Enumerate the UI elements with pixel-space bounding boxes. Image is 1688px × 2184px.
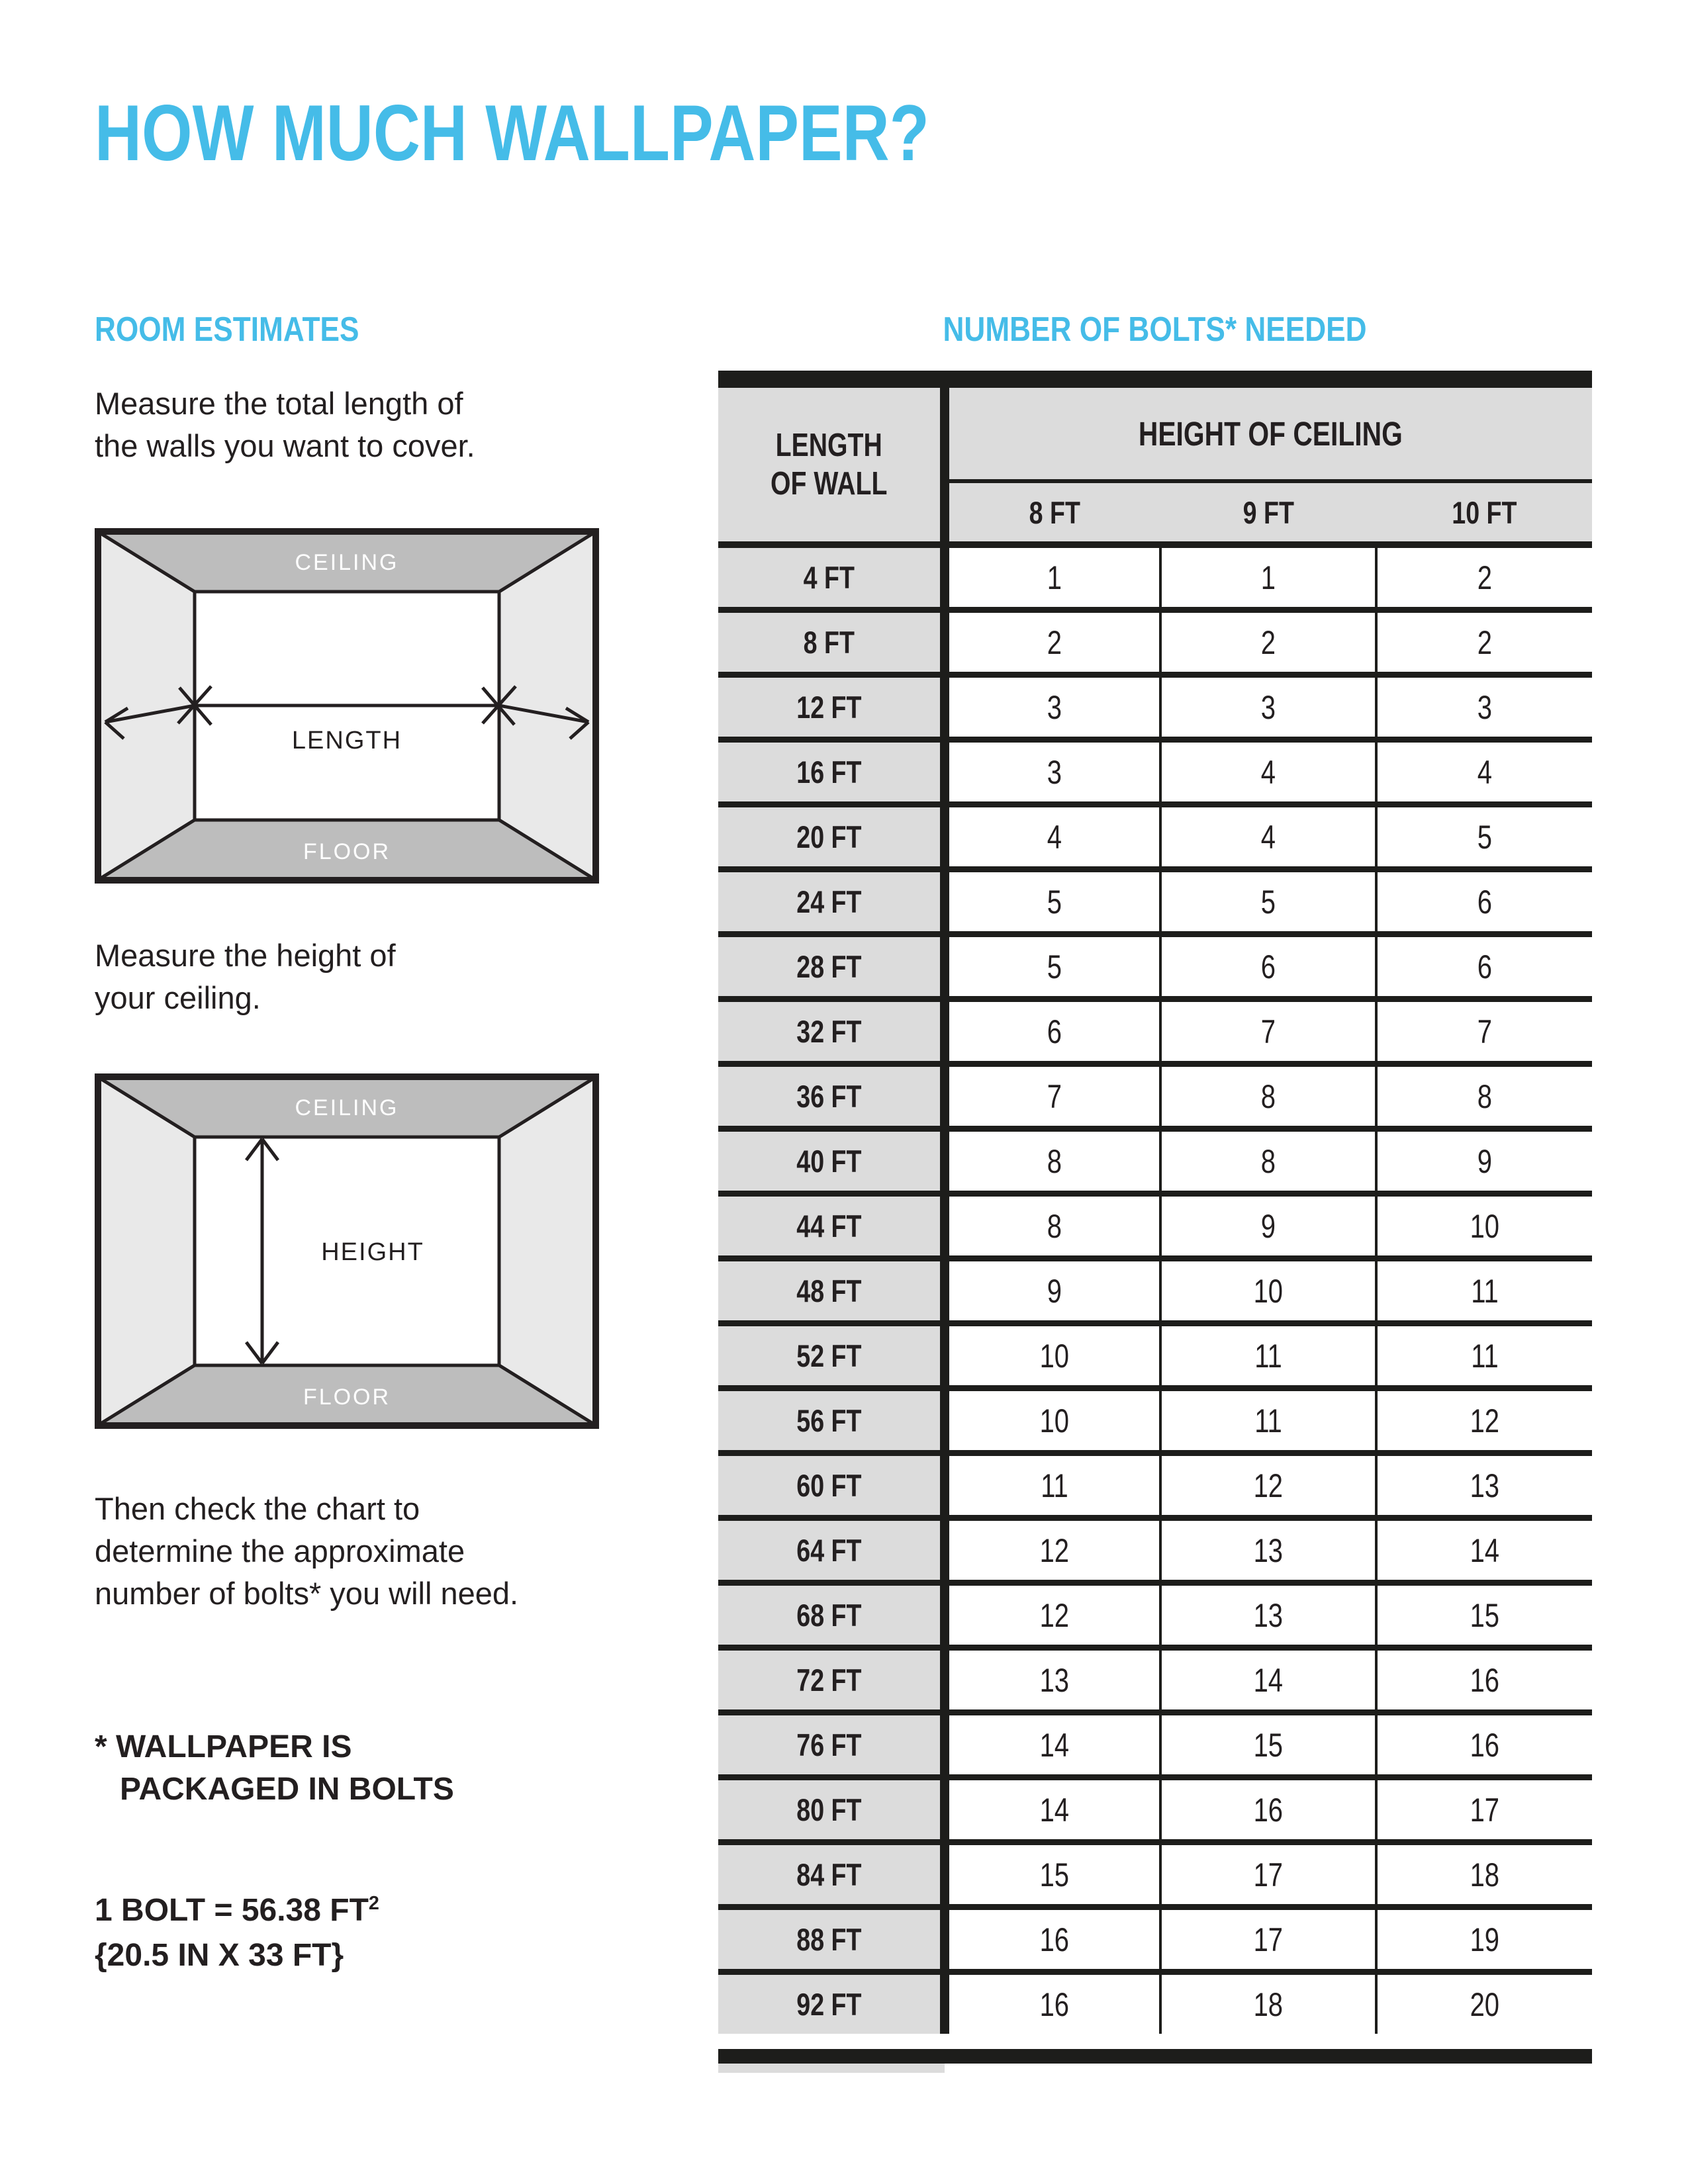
table-row [718, 1324, 1592, 1388]
row-label: 4 FT [718, 545, 945, 610]
check-chart-text [95, 1488, 518, 1615]
table-row [718, 805, 1592, 870]
row-label: 40 FT [718, 1129, 945, 1194]
table-row [718, 1778, 1592, 1843]
table-bottom-gray-stub [718, 2064, 945, 2073]
row-label: 64 FT [718, 1518, 945, 1583]
row-label: 24 FT [718, 870, 945, 934]
bolt-count-cell: 3 [945, 740, 1160, 805]
footnote-line2: PACKAGED IN BOLTS [120, 1772, 454, 1807]
bolt-count-cell: 11 [1376, 1259, 1592, 1324]
bolt-count-cell: 14 [945, 1778, 1160, 1843]
bolt-count-cell: 18 [1376, 1843, 1592, 1907]
bolt-count-cell: 15 [1376, 1583, 1592, 1648]
ceiling-label: CEILING [295, 550, 399, 575]
bolt-count-cell: 12 [945, 1518, 1160, 1583]
bolt-count-cell: 16 [945, 1907, 1160, 1972]
row-label: 8 FT [718, 610, 945, 675]
bolt-count-cell: 7 [945, 1064, 1160, 1129]
length-of-wall-header: LENGTH OF WALL [718, 388, 945, 545]
table-row [718, 1194, 1592, 1259]
measure-height-text [95, 934, 396, 1019]
bolt-count-cell: 17 [1160, 1907, 1376, 1972]
height-label: HEIGHT [321, 1238, 424, 1266]
bolt-count-cell: 10 [945, 1388, 1160, 1453]
length-label: LENGTH [291, 727, 402, 754]
bolt-count-cell: 4 [1376, 740, 1592, 805]
row-label: 68 FT [718, 1583, 945, 1648]
bolt-count-cell: 2 [1160, 610, 1376, 675]
floor-label: FLOOR [303, 1385, 391, 1410]
table-header [718, 388, 1592, 545]
table-row [718, 1648, 1592, 1713]
measure-length-text [95, 383, 475, 467]
row-label: 20 FT [718, 805, 945, 870]
bolt-count-cell: 4 [1160, 740, 1376, 805]
bolt-count-cell: 13 [1160, 1518, 1376, 1583]
bolt-count-cell: 3 [945, 675, 1160, 740]
bolt-count-cell: 4 [1160, 805, 1376, 870]
table-row [718, 1518, 1592, 1583]
col-header-8ft: 8 FT [945, 481, 1160, 545]
table-row [718, 740, 1592, 805]
bolt-count-cell: 6 [1376, 870, 1592, 934]
bolt-count-cell: 16 [945, 1972, 1160, 2034]
table-bottom-bar [718, 2049, 1592, 2064]
bolt-count-cell: 8 [1376, 1064, 1592, 1129]
bolts-footnote [95, 1726, 454, 1811]
bolt-count-cell: 17 [1160, 1843, 1376, 1907]
table-row [718, 1259, 1592, 1324]
bolt-count-cell: 13 [1376, 1453, 1592, 1518]
bolt-equivalence [95, 1881, 379, 1978]
table-row [718, 1907, 1592, 1972]
table-row [718, 1583, 1592, 1648]
table-row [718, 1453, 1592, 1518]
bolt-count-cell: 11 [945, 1453, 1160, 1518]
table-row [718, 1064, 1592, 1129]
table-row [718, 934, 1592, 999]
bolt-count-cell: 8 [945, 1129, 1160, 1194]
bolt-count-cell: 7 [1160, 999, 1376, 1064]
bolt-count-cell: 14 [1160, 1648, 1376, 1713]
table-row [718, 1843, 1592, 1907]
bolt-count-cell: 10 [1160, 1259, 1376, 1324]
bolt-count-cell: 5 [1376, 805, 1592, 870]
row-label: 36 FT [718, 1064, 945, 1129]
superscript-2: 2 [368, 1893, 379, 1914]
row-label: 72 FT [718, 1648, 945, 1713]
row-label: 92 FT [718, 1972, 945, 2034]
table-row [718, 1129, 1592, 1194]
bolt-count-cell: 15 [945, 1843, 1160, 1907]
floor-label: FLOOR [303, 839, 391, 864]
bolt-count-cell: 1 [945, 545, 1160, 610]
measure-height-line2: your ceiling. [95, 980, 261, 1015]
bolt-count-cell: 6 [945, 999, 1160, 1064]
table-row [718, 1972, 1592, 2034]
check-chart-line2: determine the approximate [95, 1533, 465, 1569]
bolt-count-cell: 12 [945, 1583, 1160, 1648]
row-label: 48 FT [718, 1259, 945, 1324]
table-row [718, 610, 1592, 675]
bolt-count-cell: 2 [1376, 545, 1592, 610]
measure-length-line1: Measure the total length of [95, 386, 463, 421]
room-diagram-height [95, 1073, 599, 1429]
bolt-count-cell: 12 [1160, 1453, 1376, 1518]
table-body [718, 545, 1592, 2034]
page-title: HOW MUCH WALLPAPER? [95, 89, 929, 177]
measure-height-line1: Measure the height of [95, 938, 396, 973]
table-row [718, 1388, 1592, 1453]
bolt-count-cell: 11 [1376, 1324, 1592, 1388]
bolt-count-cell: 3 [1376, 675, 1592, 740]
bolt-dimensions-line: {20.5 IN X 33 FT} [95, 1938, 344, 1973]
bolt-count-cell: 20 [1376, 1972, 1592, 2034]
row-label: 80 FT [718, 1778, 945, 1843]
bolt-count-cell: 16 [1160, 1778, 1376, 1843]
bolt-count-cell: 13 [1160, 1583, 1376, 1648]
bolt-count-cell: 10 [1376, 1194, 1592, 1259]
bolt-count-cell: 8 [1160, 1129, 1376, 1194]
bolt-count-cell: 8 [1160, 1064, 1376, 1129]
check-chart-line3: number of bolts* you will need. [95, 1576, 519, 1611]
bolt-count-cell: 7 [1376, 999, 1592, 1064]
row-label: 56 FT [718, 1388, 945, 1453]
bolt-count-cell: 16 [1376, 1648, 1592, 1713]
ceiling-label: CEILING [295, 1095, 399, 1120]
room-diagram-length [95, 528, 599, 884]
measure-length-line2: the walls you want to cover. [95, 428, 475, 463]
bolt-count-cell: 9 [1160, 1194, 1376, 1259]
bolt-count-cell: 10 [945, 1324, 1160, 1388]
footnote-line1: * WALLPAPER IS [95, 1729, 352, 1764]
bolt-count-cell: 14 [945, 1713, 1160, 1778]
bolts-table [718, 388, 1592, 2034]
bolt-count-cell: 16 [1376, 1713, 1592, 1778]
bolt-count-cell: 13 [945, 1648, 1160, 1713]
row-label: 28 FT [718, 934, 945, 999]
col-header-9ft: 9 FT [1160, 481, 1376, 545]
bolt-count-cell: 9 [945, 1259, 1160, 1324]
check-chart-line1: Then check the chart to [95, 1491, 420, 1526]
row-label: 52 FT [718, 1324, 945, 1388]
height-of-ceiling-header: HEIGHT OF CEILING [945, 388, 1592, 481]
row-label: 60 FT [718, 1453, 945, 1518]
bolt-count-cell: 3 [1160, 675, 1376, 740]
table-row [718, 870, 1592, 934]
table-row [718, 545, 1592, 610]
table-top-bar [718, 371, 1592, 388]
bolt-count-cell: 6 [1376, 934, 1592, 999]
bolt-count-cell: 6 [1160, 934, 1376, 999]
row-label: 88 FT [718, 1907, 945, 1972]
row-label: 32 FT [718, 999, 945, 1064]
bolt-count-cell: 1 [1160, 545, 1376, 610]
row-label: 16 FT [718, 740, 945, 805]
row-label: 12 FT [718, 675, 945, 740]
table-row [718, 675, 1592, 740]
row-label: 76 FT [718, 1713, 945, 1778]
bolt-count-cell: 8 [945, 1194, 1160, 1259]
bolt-count-cell: 2 [1376, 610, 1592, 675]
bolt-count-cell: 5 [945, 870, 1160, 934]
bolt-count-cell: 15 [1160, 1713, 1376, 1778]
col-header-10ft: 10 FT [1376, 481, 1592, 545]
bolt-count-cell: 19 [1376, 1907, 1592, 1972]
row-label: 44 FT [718, 1194, 945, 1259]
bolt-count-cell: 5 [945, 934, 1160, 999]
bolt-count-cell: 11 [1160, 1324, 1376, 1388]
room-estimates-heading: ROOM ESTIMATES [95, 310, 359, 349]
bolt-count-cell: 4 [945, 805, 1160, 870]
table-row [718, 1713, 1592, 1778]
bolt-count-cell: 2 [945, 610, 1160, 675]
bolt-count-cell: 12 [1376, 1388, 1592, 1453]
bolt-area-line: 1 BOLT = 56.38 $FT^2$ [95, 1893, 379, 1928]
bolt-count-cell: 5 [1160, 870, 1376, 934]
bolt-count-cell: 9 [1376, 1129, 1592, 1194]
bolt-count-cell: 14 [1376, 1518, 1592, 1583]
bolt-count-cell: 18 [1160, 1972, 1376, 2034]
bolts-needed-heading: NUMBER OF BOLTS* NEEDED [943, 310, 1368, 349]
table-row [718, 999, 1592, 1064]
bolt-count-cell: 11 [1160, 1388, 1376, 1453]
bolt-count-cell: 17 [1376, 1778, 1592, 1843]
row-label: 84 FT [718, 1843, 945, 1907]
